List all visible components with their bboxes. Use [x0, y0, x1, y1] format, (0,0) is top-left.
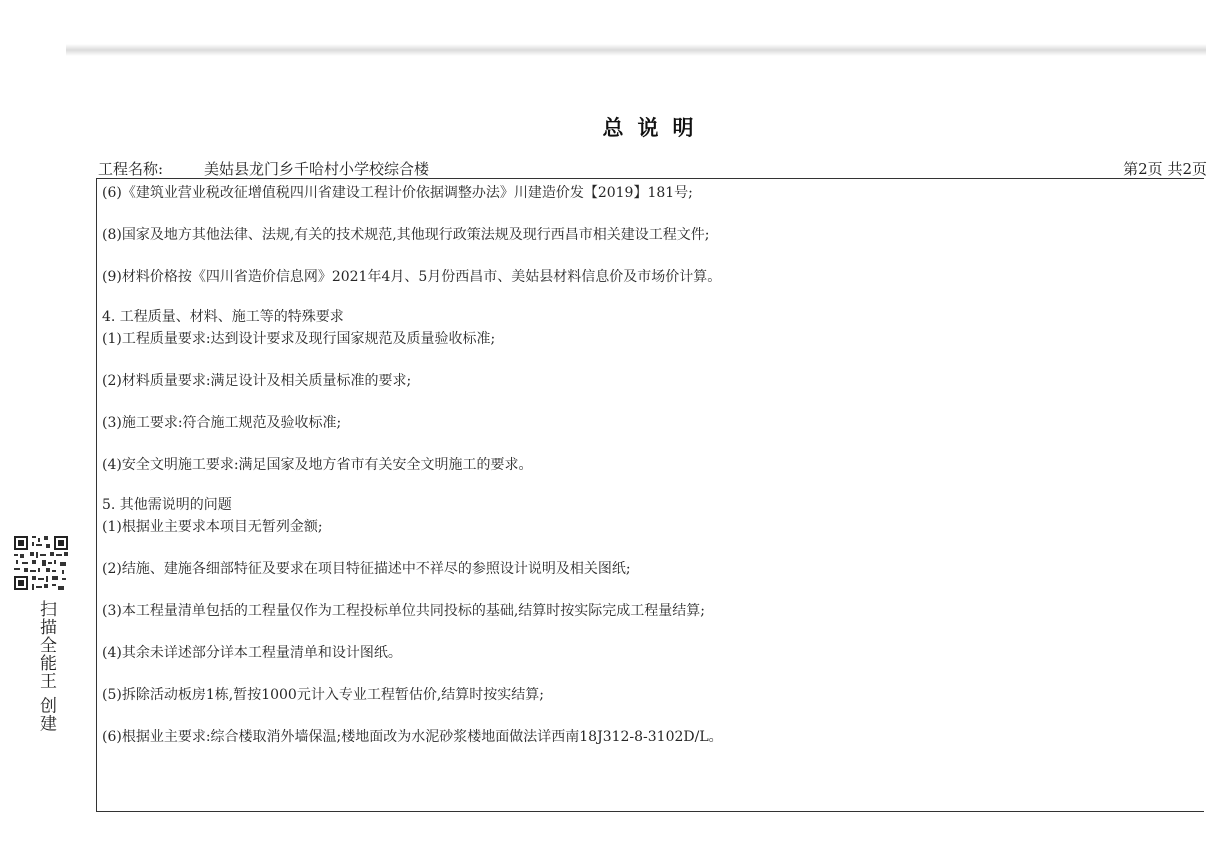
scan-shadow	[66, 44, 1206, 56]
text-line: (6)根据业主要求:综合楼取消外墙保温;楼地面改为水泥砂浆楼地面做法详西南18J312-8-3102D/L。	[102, 729, 723, 745]
text-line: (8)国家及地方其他法律、法规,有关的技术规范,其他现行政策法规及现行西昌市相关建设工程文件;	[102, 227, 710, 243]
page-number: 第2页 共2页	[1123, 160, 1207, 178]
scanner-watermark: 扫描全能王 创建	[36, 600, 56, 733]
project-label: 工程名称:	[98, 160, 164, 178]
text-line: (2)材料质量要求:满足设计及相关质量标准的要求;	[102, 373, 412, 389]
text-line: (6)《建筑业营业税改征增值税四川省建设工程计价依据调整办法》川建造价发【2019】181号;	[102, 185, 693, 201]
document-title: 总说明	[602, 115, 708, 140]
text-line: (4)安全文明施工要求:满足国家及地方省市有关安全文明施工的要求。	[102, 457, 533, 473]
text-line: (4)其余未详述部分详本工程量清单和设计图纸。	[102, 645, 402, 661]
text-line: (9)材料价格按《四川省造价信息网》2021年4月、5月份西昌市、美姑县材料信息价及市场价计算。	[102, 269, 722, 285]
text-line: (1)根据业主要求本项目无暂列金额;	[102, 519, 323, 535]
qr-code-icon	[14, 536, 68, 590]
text-line: (1)工程质量要求:达到设计要求及现行国家规范及质量验收标准;	[102, 331, 496, 347]
section-heading: 4. 工程质量、材料、施工等的特殊要求	[102, 309, 344, 325]
text-line: (3)本工程量清单包括的工程量仅作为工程投标单位共同投标的基础,结算时按实际完成工程量结算;	[102, 603, 705, 619]
text-line: (3)施工要求:符合施工规范及验收标准;	[102, 415, 342, 431]
section-heading: 5. 其他需说明的问题	[102, 497, 232, 513]
text-line: (2)结施、建施各细部特征及要求在项目特征描述中不祥尽的参照设计说明及相关图纸;	[102, 561, 631, 577]
text-line: (5)拆除活动板房1栋,暂按1000元计入专业工程暂估价,结算时按实结算;	[102, 687, 544, 703]
project-name: 美姑县龙门乡千哈村小学校综合楼	[204, 160, 430, 178]
